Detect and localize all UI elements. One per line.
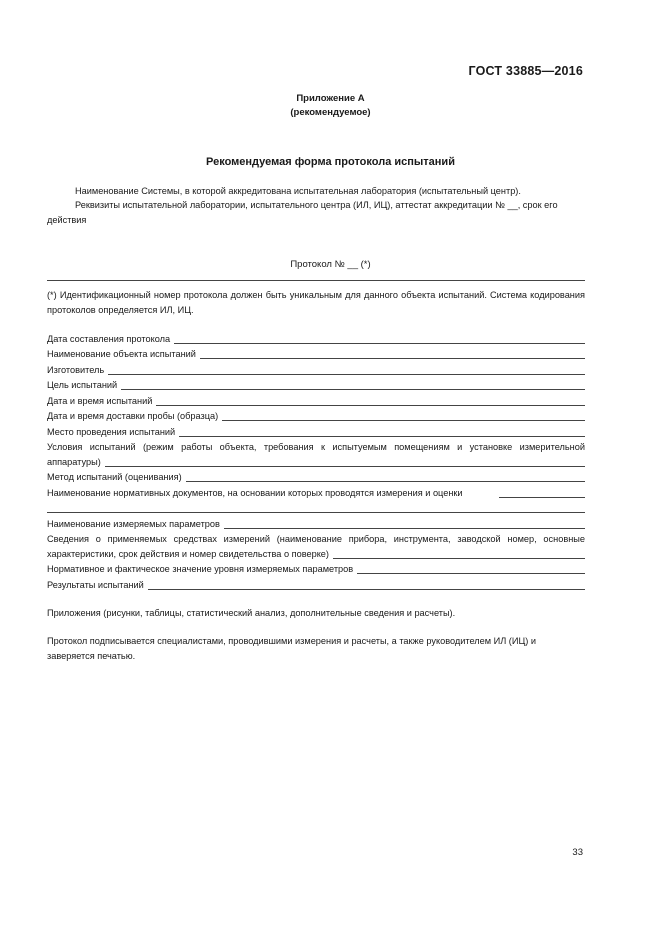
field-date-compiled bbox=[47, 331, 585, 347]
fill-in-line[interactable] bbox=[105, 466, 585, 467]
signature-note: Протокол подписывается специалистами, проводившими измерения и расчеты, а также руководителем ИЛ (ИЦ) и заверяется печатью. bbox=[47, 636, 537, 661]
fill-in-line[interactable] bbox=[499, 497, 585, 498]
field-label: Место проведения испытаний bbox=[47, 426, 176, 437]
appendix-title: Приложение А bbox=[296, 93, 365, 104]
field-label: Условия испытаний (режим работы объекта, требования к испытуемым помещениям и установке измерительной bbox=[47, 441, 585, 452]
field-instruments bbox=[47, 532, 585, 562]
fill-in-line[interactable] bbox=[186, 481, 585, 482]
fill-in-line[interactable] bbox=[148, 589, 585, 590]
fill-in-line[interactable] bbox=[108, 374, 585, 375]
field-object-name bbox=[47, 347, 585, 363]
fill-in-line[interactable] bbox=[222, 420, 585, 421]
intro-system-name: Наименование Системы, в которой аккредитована испытательная лаборатория (испытательный центр). bbox=[75, 186, 521, 196]
field-label-continued: характеристики, срок действия и номер свидетельства о поверке) bbox=[47, 548, 329, 559]
fill-in-line[interactable] bbox=[357, 573, 585, 574]
fill-in-line[interactable] bbox=[224, 528, 585, 529]
protocol-title: Протокол № __ (*) bbox=[290, 259, 371, 270]
field-measured-params bbox=[47, 516, 585, 532]
field-label: Дата и время доставки пробы (образца) bbox=[47, 411, 219, 421]
fill-in-line[interactable] bbox=[200, 358, 585, 359]
field-label: Метод испытаний (оценивания) bbox=[47, 472, 182, 482]
field-label: Дата составления протокола bbox=[47, 333, 171, 344]
page-number: 33 bbox=[572, 847, 583, 858]
intro-lab-details: Реквизиты испытательной лаборатории, испытательного центра (ИЛ, ИЦ), аттестат аккредитации № __, срок его действия bbox=[47, 200, 558, 225]
field-test-datetime bbox=[47, 393, 585, 409]
field-label: Наименование измеряемых параметров bbox=[47, 518, 220, 529]
fill-in-line[interactable] bbox=[174, 343, 585, 344]
fill-in-line[interactable] bbox=[333, 558, 585, 559]
field-results bbox=[47, 577, 585, 593]
field-label: Наименование нормативных документов, на основании которых проводятся измерения и оценки bbox=[47, 487, 463, 498]
field-method bbox=[47, 470, 585, 486]
field-label: Цель испытаний bbox=[47, 380, 118, 390]
field-manufacturer bbox=[47, 362, 585, 378]
protocol-fields bbox=[47, 331, 585, 593]
field-label: Наименование объекта испытаний bbox=[47, 349, 196, 359]
form-title: Рекомендуемая форма протокола испытаний bbox=[206, 156, 455, 168]
field-label-continued: аппаратуры) bbox=[47, 456, 101, 467]
field-test-location bbox=[47, 424, 585, 440]
protocol-divider bbox=[47, 280, 585, 281]
field-conditions bbox=[47, 440, 585, 470]
field-normative-docs-extra-line bbox=[47, 501, 585, 517]
field-normative-docs bbox=[47, 485, 585, 501]
fill-in-line[interactable] bbox=[121, 389, 585, 390]
field-normative-values bbox=[47, 562, 585, 578]
field-purpose bbox=[47, 378, 585, 394]
fill-in-line[interactable] bbox=[179, 436, 585, 437]
attachments-note: Приложения (рисунки, таблицы, статистический анализ, дополнительные сведения и расчеты). bbox=[47, 608, 456, 618]
field-label: Дата и время испытаний bbox=[47, 395, 153, 406]
field-sample-delivery bbox=[47, 409, 585, 425]
field-label: Результаты испытаний bbox=[47, 579, 144, 590]
field-label: Нормативное и фактическое значение уровня измеряемых параметров bbox=[47, 564, 354, 574]
fill-in-line[interactable] bbox=[156, 405, 585, 406]
footnote-protocol-id: (*) Идентификационный номер протокола должен быть уникальным для данного объекта испытаний. Система кодирования протоколов определяется ИЛ, ИЦ. bbox=[47, 290, 585, 315]
field-label: Сведения о применяемых средствах измерений (наименование прибора, инструмента, заводской номер, основные bbox=[47, 533, 585, 544]
field-label: Изготовитель bbox=[47, 364, 105, 375]
fill-in-line[interactable] bbox=[47, 512, 585, 513]
appendix-subtitle: (рекомендуемое) bbox=[290, 107, 371, 118]
standard-number: ГОСТ 33885—2016 bbox=[468, 64, 583, 78]
